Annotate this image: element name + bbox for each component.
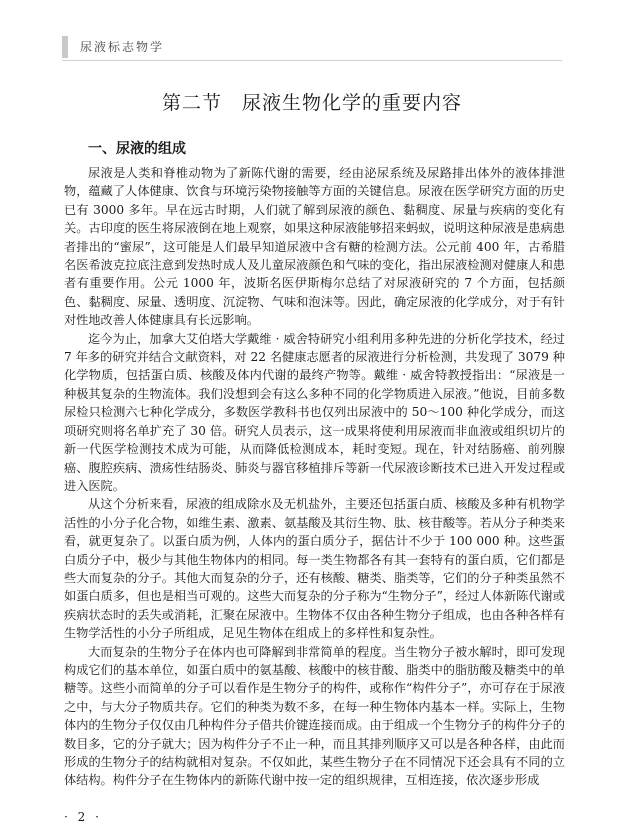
paragraph-1: 尿液是人类和脊椎动物为了新陈代谢的需要，经由泌尿系统及尿路排出体外的液体排泄物，蕴藏了人体健康、饮食与环境污染物接触等方面的关键信息。尿液在医学研究方面的历史已有 3000 多年。早在远古时期，人们就了解到尿液的颜色、黏稠度、尿量与疾病的变化有关。古印度的医生将尿液倒在地上观察，如果这种尿液能够招来蚂蚁，说明这种尿液是患病患者排出的“蜜尿”，这可能是人们最早知道尿液中含有糖的检测方法。公元前 400 年，古希腊名医希波克拉底注意到发热时成人及儿童尿液颜色和气味的变化，指出尿液检测对健康人和患者有重要作用。公元 1000 年，波斯名医伊斯梅尔总结了对尿液研究的 7 个方面，包括颜色、黏稠度、尿量、透明度、沉淀物、气味和泡沫等。因此，确定尿液的化学成分，对于有针对性地改善人体健康具有长远影响。: [64, 166, 565, 328]
header-divider: [62, 60, 562, 61]
paragraph-3: 从这个分析来看，尿液的组成除水及无机盐外，主要还包括蛋白质、核酸及多种有机物学活性的小分子化合物，如维生素、激素、氨基酸及其衍生物、肽、核苷酸等。若从分子种类来看，就更复杂了。以蛋白质为例，人体内的蛋白质分子，据估计不少于 100 000 种。这些蛋白质分子中，极少与其他生物体内的相同。每一类生物都各有其一套特有的蛋白质，它们都是些大而复杂的分子。其他大而复杂的分子，还有核酸、糖类、脂类等，它们的分子种类虽然不如蛋白质多，但也是相当可观的。这些大而复杂的分子称为“生物分子”，经过人体新陈代谢或疾病状态时的丢失或消耗，汇聚在尿液中。生物体不仅由各种生物分子组成，也由各种各样有生物学活性的小分子所组成，足见生物体在组成上的多样性和复杂性。: [64, 497, 565, 641]
page-number: · 2 ·: [64, 810, 102, 824]
header-accent-bar: [62, 36, 68, 58]
paragraph-2: 迄今为止，加拿大艾伯塔大学戴维 · 威舍特研究小组利用多种先进的分析化学技术，经过 7 年多的研究并结合文献资料，对 22 名健康志愿者的尿液进行分析检测，共发现了 3079 种化学物质，包括蛋白质、核酸及体内代谢的最终产物等。戴维 · 威舍特教授指出：“尿液是一种极其复杂的生物流体。我们没想到会有这么多种不同的化学物质进入尿液。”他说，目前多数尿检只检测六七种化学成分，多数医学教科书也仅列出尿液中的 50～100 种化学成分，而这项研究则将名单扩充了 30 倍。研究人员表示，这一成果将使利用尿液而非血液或组织切片的新一代医学检测技术成为可能，从而降低检测成本，耗时变短。现在，针对结肠癌、前列腺癌、腹腔疾病、溃疡性结肠炎、肺炎与器官移植排斥等新一代尿液诊断技术已进入开发过程或进入医院。: [64, 331, 565, 493]
paragraph-4: 大而复杂的生物分子在体内也可降解到非常简单的程度。当生物分子被水解时，即可发现构成它们的基本单位，如蛋白质中的氨基酸、核酸中的核苷酸、脂类中的脂肪酸及糖类中的单糖等。这些小而简单的分子可以看作是生物分子的构件，或称作“构件分子”，亦可存在于尿液之中，与大分子物质共存。它们的种类为数不多，在每一种生物体内基本一样。实际上，生物体内的生物分子仅仅由几种构件分子借共价键连接而成。由于组成一个生物分子的构件分子的数目多，它的分子就大；因为构件分子不止一种，而且其排列顺序又可以是各种各样，由此而形成的生物分子的结构就相对复杂。不仅如此，某些生物分子在不同情况下还会具有不同的立体结构。构件分子在生物体内的新陈代谢中按一定的组织规律，互相连接，依次逐步形成: [64, 644, 565, 788]
section-title: 第二节 尿液生物化学的重要内容: [161, 92, 462, 114]
body-text: [64, 164, 565, 790]
running-title: 尿液标志物学: [80, 40, 165, 54]
subsection-title: 一、尿液的组成: [88, 141, 186, 157]
running-header: [62, 36, 562, 58]
